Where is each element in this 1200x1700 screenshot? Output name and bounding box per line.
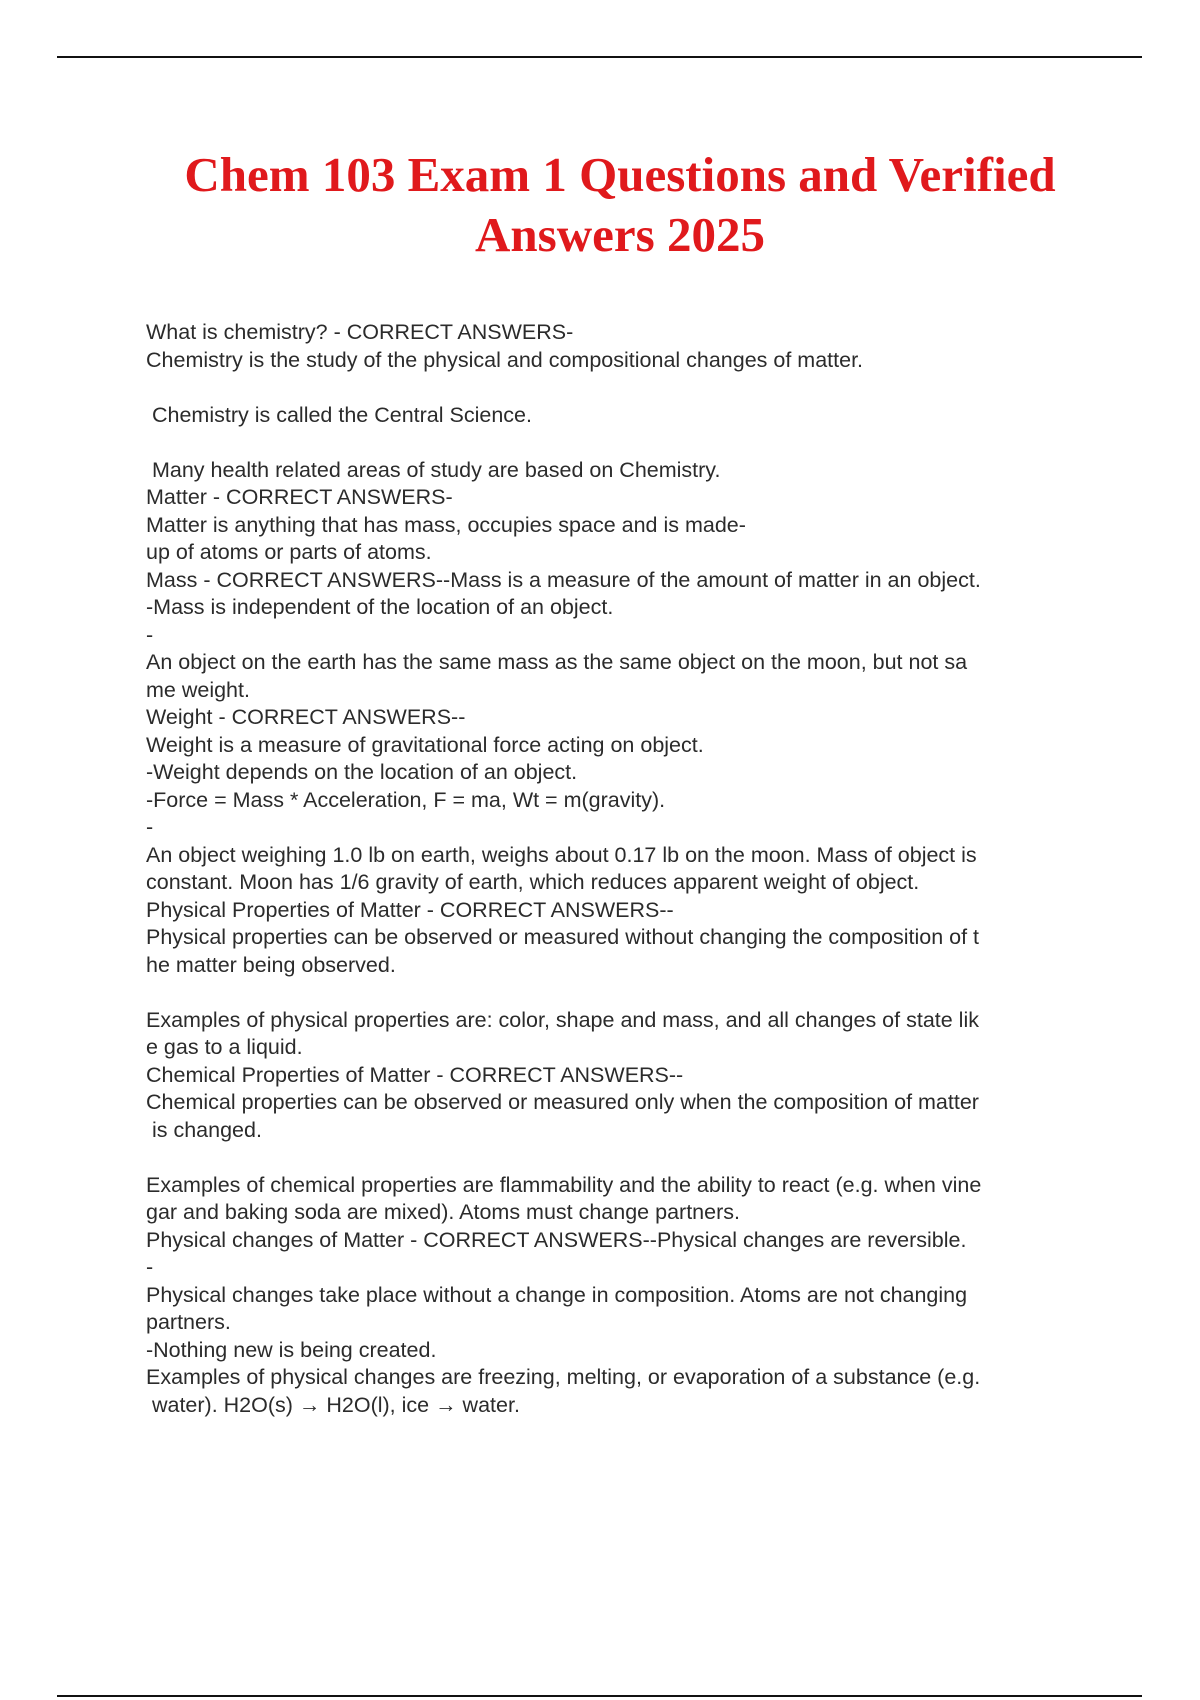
- text-line: -: [146, 1255, 154, 1279]
- blank-line: [146, 429, 1146, 457]
- text-line: -Mass is independent of the location of an object.: [146, 595, 614, 619]
- text-line: Matter is anything that has mass, occupies space and is made-: [146, 512, 746, 537]
- text-line: me weight.: [146, 677, 250, 702]
- text-line: -Weight depends on the location of an object.: [146, 760, 578, 784]
- text-line: gar and baking soda are mixed). Atoms must change partners.: [146, 1200, 740, 1224]
- text-line: Examples of chemical properties are flammability and the ability to react (e.g. when vine: [146, 1172, 982, 1197]
- text-line: Chemistry is the study of the physical and compositional changes of matter.: [146, 347, 864, 372]
- text-line: Physical Properties of Matter - CORRECT ANSWERS--: [146, 897, 674, 922]
- text-line: is changed.: [146, 1117, 262, 1142]
- text-line: Physical properties can be observed or measured without changing the composition of t: [146, 925, 979, 949]
- text-line: constant. Moon has 1/6 gravity of earth, which reduces apparent weight of object.: [146, 870, 920, 894]
- text-line: partners.: [146, 1310, 231, 1334]
- bottom-divider: [57, 1695, 1142, 1697]
- title-line: Chem 103 Exam 1 Questions and Verified: [184, 147, 1056, 202]
- text-line: Weight - CORRECT ANSWERS--: [146, 705, 466, 729]
- text-line: e gas to a liquid.: [146, 1035, 303, 1059]
- text-line: Examples of physical changes are freezing, melting, or evaporation of a substance (e.g.: [146, 1365, 981, 1389]
- text-line: What is chemistry? - CORRECT ANSWERS-: [146, 320, 574, 344]
- text-line: -: [146, 815, 154, 839]
- text-line: up of atoms or parts of atoms.: [146, 540, 432, 564]
- text-line: -Force = Mass * Acceleration, F = ma, Wt = m(gravity).: [146, 787, 666, 812]
- text-line: he matter being observed.: [146, 952, 396, 977]
- blank-line: [146, 979, 1146, 1007]
- document-title: [100, 145, 1140, 265]
- text-line: Mass - CORRECT ANSWERS--Mass is a measure of the amount of matter in an object.: [146, 567, 981, 592]
- text-line: Examples of physical properties are: color, shape and mass, and all changes of state lik: [146, 1007, 979, 1032]
- document-body: [146, 319, 1146, 1419]
- text-line: An object on the earth has the same mass as the same object on the moon, but not sa: [146, 650, 968, 674]
- text-line: Physical changes of Matter - CORRECT ANSWERS--Physical changes are reversible.: [146, 1227, 967, 1252]
- text-line: Physical changes take place without a change in composition. Atoms are not changing: [146, 1282, 968, 1307]
- text-line: Weight is a measure of gravitational force acting on object.: [146, 732, 704, 757]
- title-line: Answers 2025: [475, 207, 765, 262]
- text-line: Chemistry is called the Central Science.: [146, 402, 532, 427]
- text-line: An object weighing 1.0 lb on earth, weighs about 0.17 lb on the moon. Mass of object is: [146, 842, 977, 867]
- blank-line: [146, 1144, 1146, 1172]
- top-divider: [57, 56, 1142, 58]
- text-line: -: [146, 622, 154, 647]
- text-line: Chemical properties can be observed or measured only when the composition of matter: [146, 1090, 979, 1114]
- text-line: Chemical Properties of Matter - CORRECT ANSWERS--: [146, 1062, 684, 1087]
- text-line: -Nothing new is being created.: [146, 1337, 437, 1362]
- text-line: Many health related areas of study are based on Chemistry.: [146, 457, 721, 482]
- text-line: Matter - CORRECT ANSWERS-: [146, 485, 453, 509]
- text-line: water). H2O(s) → H2O(l), ice → water.: [146, 1392, 520, 1417]
- blank-line: [146, 374, 1146, 402]
